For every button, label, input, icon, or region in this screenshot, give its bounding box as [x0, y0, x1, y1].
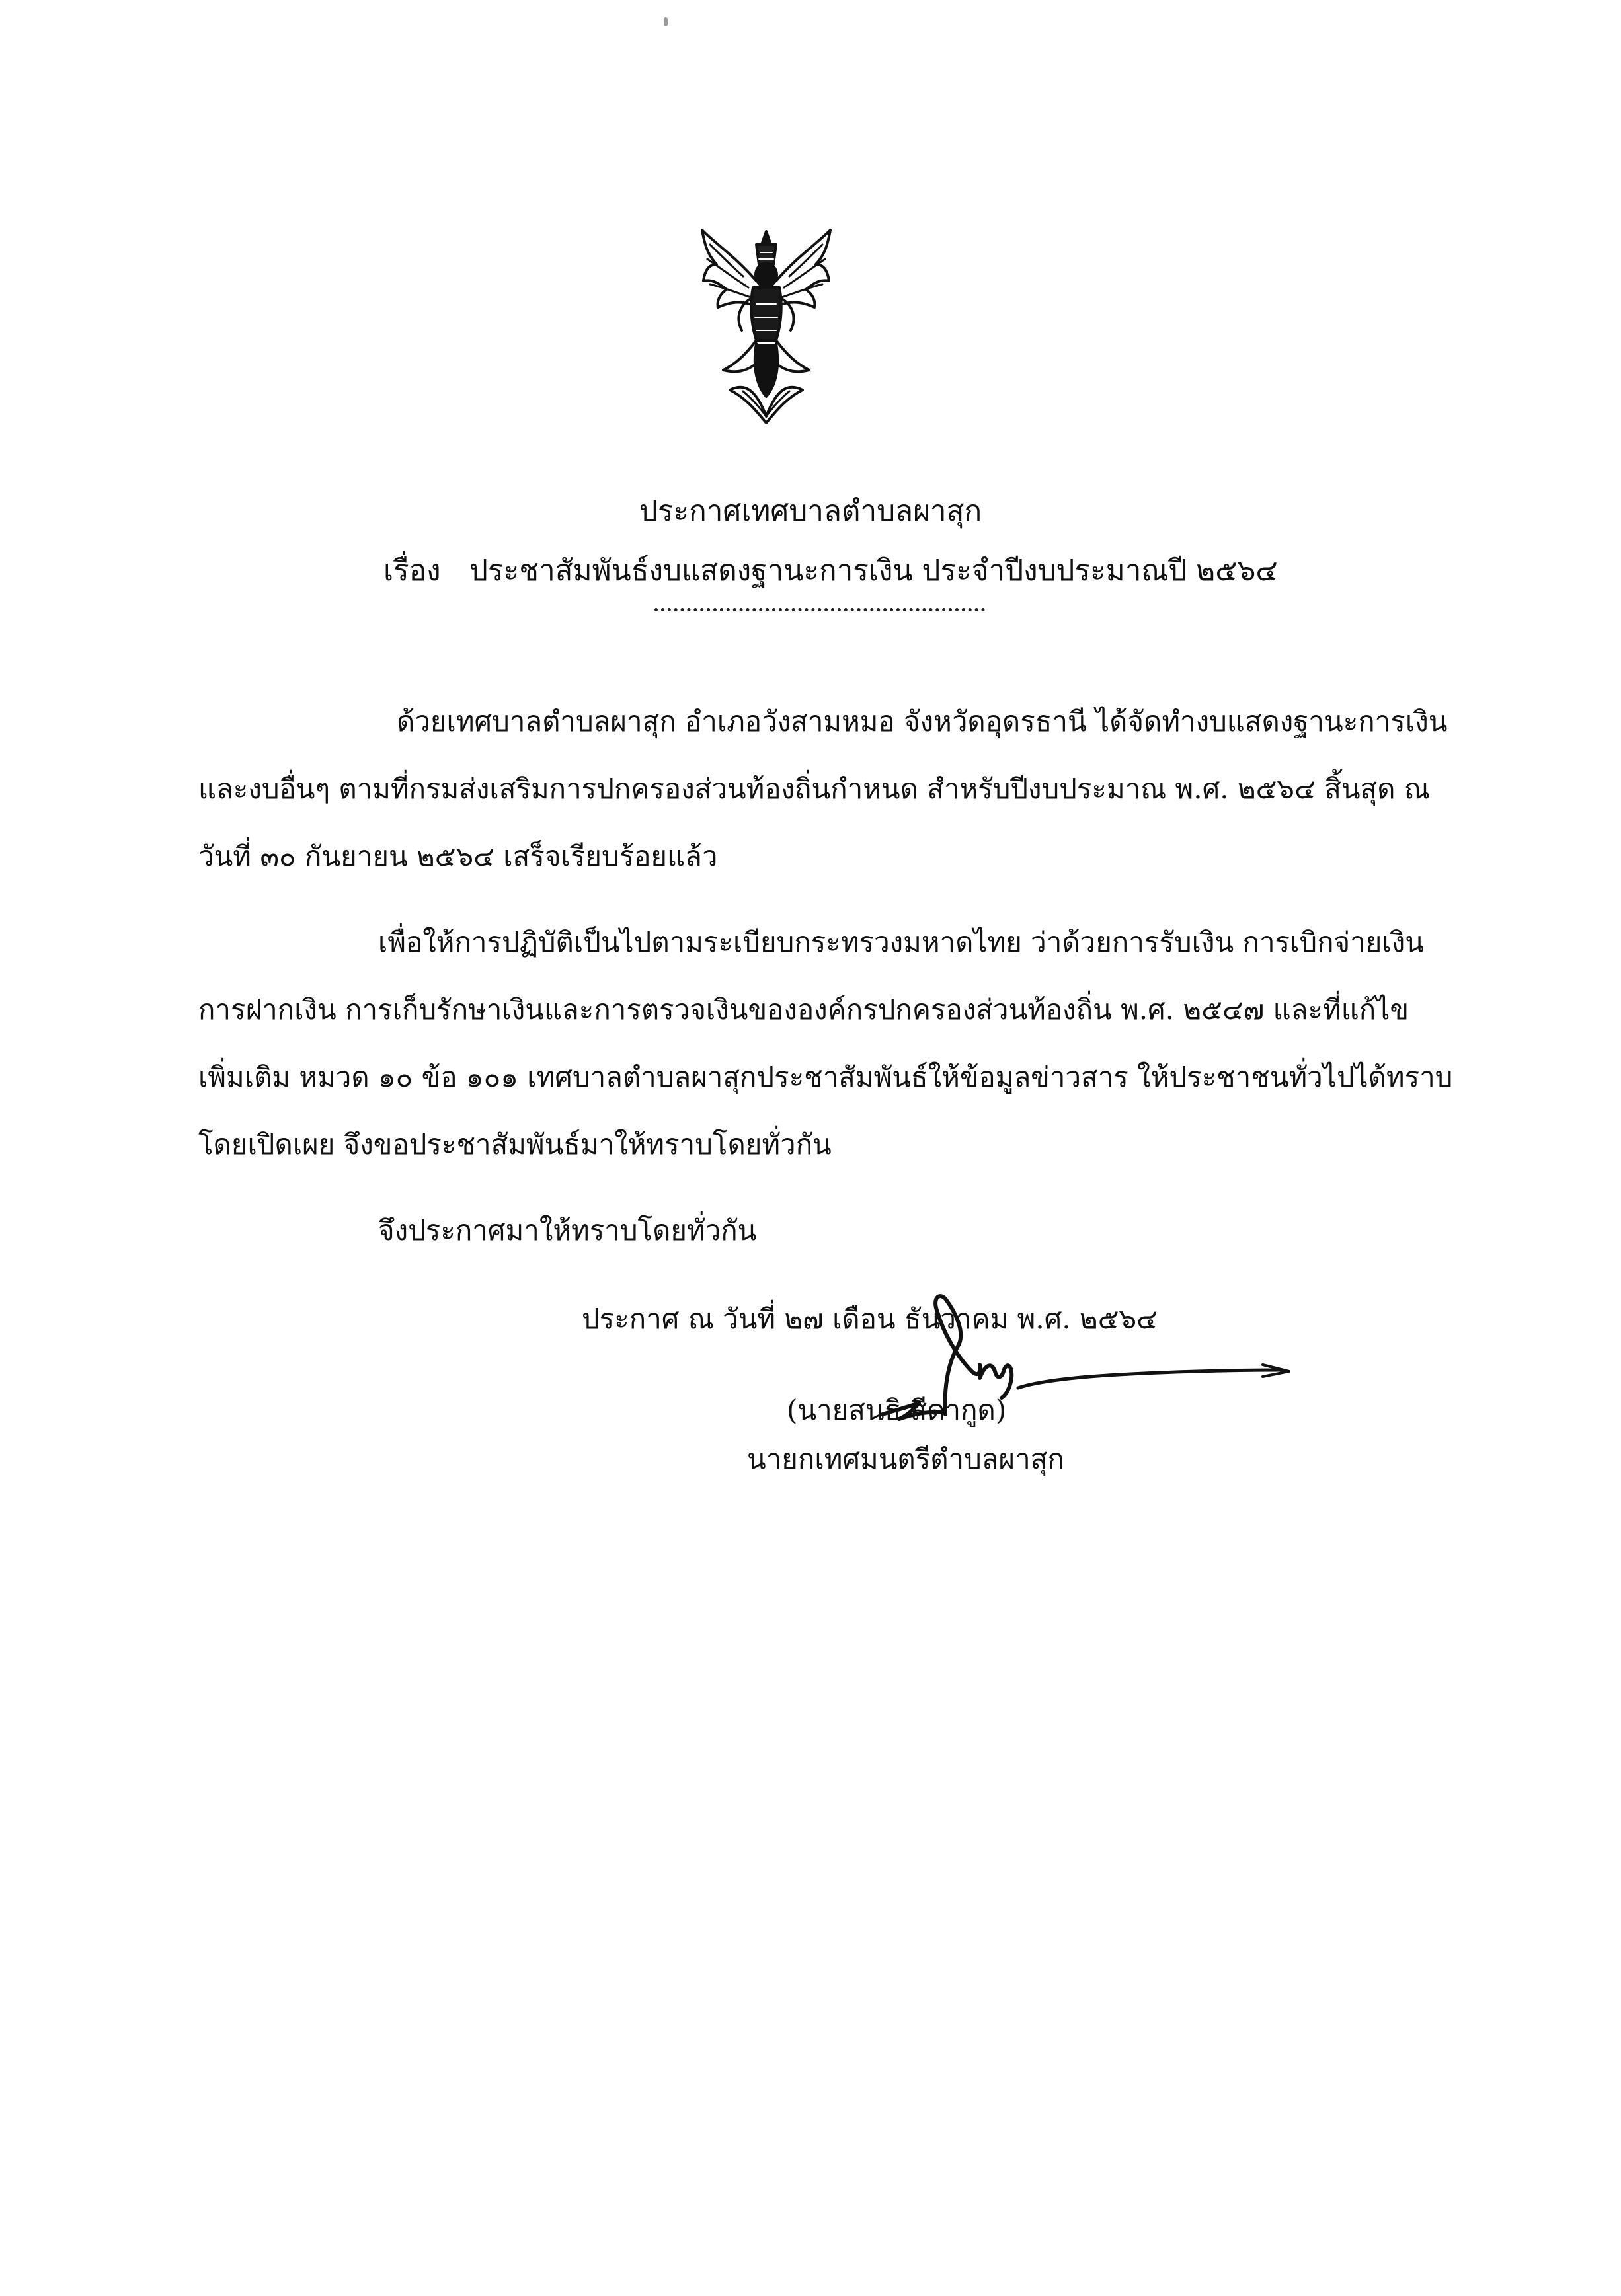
paragraph-1-line-2: และงบอื่นๆ ตามที่กรมส่งเสริมการปกครองส่วนท้องถิ่นกำหนด สำหรับปีงบประมาณ พ.ศ. ๒๕๖๔ สิ้นสุด ณ	[198, 773, 1430, 805]
subject-text: ประชาสัมพันธ์งบแสดงฐานะการเงิน ประจำปีงบประมาณปี ๒๕๖๔	[469, 554, 1278, 588]
paragraph-2-line-3: เพิ่มเติม หมวด ๑๐ ข้อ ๑๐๑ เทศบาลตำบลผาสุกประชาสัมพันธ์ให้ข้อมูลข่าวสาร ให้ประชาชนทั่วไปได้ทราบ	[198, 1061, 1453, 1093]
paragraph-2-line-2: การฝากเงิน การเก็บรักษาเงินและการตรวจเงินขององค์กรปกครองส่วนท้องถิ่น พ.ศ. ๒๕๔๗ และที่แก้ไข	[198, 993, 1409, 1026]
subject-line	[383, 551, 1278, 591]
paragraph-2-line-4: โดยเปิดเผย จึงขอประชาสัมพันธ์มาให้ทราบโดยทั่วกัน	[198, 1128, 832, 1161]
subject-label: เรื่อง	[383, 554, 441, 588]
dotted-separator	[654, 608, 985, 611]
announcement-title: ประกาศเทศบาลตำบลผาสุก	[639, 494, 982, 528]
closing-line: จึงประกาศมาให้ทราบโดยทั่วกัน	[378, 1214, 757, 1246]
signatory-name: (นายสนธิ สีดากูด)	[787, 1394, 1007, 1426]
paragraph-1-line-3: วันที่ ๓๐ กันยายน ๒๕๖๔ เสร็จเรียบร้อยแล้ว	[198, 840, 718, 872]
scan-speck	[664, 17, 668, 26]
date-line: ประกาศ ณ วันที่ ๒๗ เดือน ธันวาคม พ.ศ. ๒๕๖๔	[582, 1303, 1158, 1335]
signatory-position: นายกเทศมนตรีตำบลผาสุก	[747, 1443, 1064, 1475]
paragraph-1-line-1: ด้วยเทศบาลตำบลผาสุก อำเภอวังสามหมอ จังหวัดอุดรธานี ได้จัดทำงบแสดงฐานะการเงิน	[397, 705, 1448, 738]
paragraph-2-line-1: เพื่อให้การปฏิบัติเป็นไปตามระเบียบกระทรวงมหาดไทย ว่าด้วยการรับเงิน การเบิกจ่ายเงิน	[378, 926, 1424, 958]
garuda-emblem-icon	[690, 218, 842, 436]
